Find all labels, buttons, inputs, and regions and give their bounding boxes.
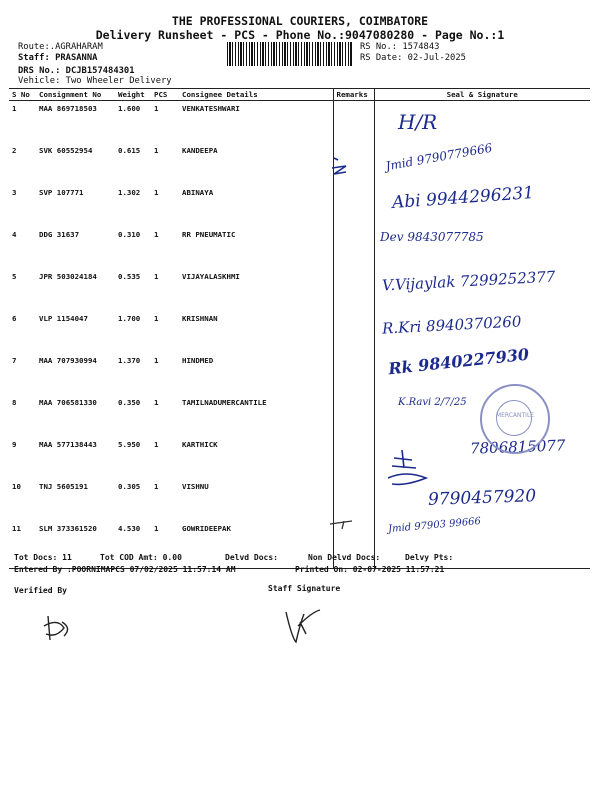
table-row <box>9 227 590 269</box>
sno: 1 <box>12 104 17 113</box>
pcs: 1 <box>154 146 159 155</box>
remark-mark-icon <box>328 518 354 530</box>
consignment-no: JPR 503024184 <box>39 272 97 281</box>
consignee: TAMILNADUMERCANTILE <box>182 398 267 407</box>
sno: 9 <box>12 440 17 449</box>
pcs: 1 <box>154 230 159 239</box>
col-sno: S No <box>9 89 36 101</box>
weight: 5.950 <box>118 440 141 449</box>
consignee: KRISHNAN <box>182 314 218 323</box>
consignment-no: DDG 31637 <box>39 230 80 239</box>
barcode <box>227 42 353 66</box>
drs-number: DRS No.: DCJB157484301 <box>18 66 135 76</box>
table-row <box>9 521 590 569</box>
table-row <box>9 143 590 185</box>
col-signature: Seal & Signature <box>374 89 590 101</box>
remarks-cell <box>333 311 374 353</box>
pcs: 1 <box>154 356 159 365</box>
rs-number: RS No.: 1574843 <box>360 42 440 52</box>
scribble-icon <box>386 468 434 490</box>
consignment-no: SVP 107771 <box>39 188 84 197</box>
printed-on: Printed On: 02-07-2025 11:57:21 <box>295 565 445 574</box>
remarks-cell <box>333 437 374 479</box>
table-header-row <box>9 89 590 101</box>
consignee: VENKATESHWARI <box>182 104 240 113</box>
pcs: 1 <box>154 272 159 281</box>
consignee: ABINAYA <box>182 188 214 197</box>
consignment-no: TNJ 5605191 <box>39 482 88 491</box>
weight: 1.600 <box>118 104 141 113</box>
consignee: HINDMED <box>182 356 214 365</box>
consignment-no: SVK 60552954 <box>39 146 93 155</box>
company-title: THE PROFESSIONAL COURIERS, COIMBATORE <box>171 14 429 28</box>
handwritten-signature: Abi 9944296231 <box>391 183 535 213</box>
consignment-no: VLP 1154047 <box>39 314 88 323</box>
remark-mark-icon <box>330 150 350 178</box>
sno: 3 <box>12 188 17 197</box>
weight: 1.370 <box>118 356 141 365</box>
consignee: VISHNU <box>182 482 209 491</box>
verifier-signature-icon <box>42 612 76 644</box>
col-consignment: Consignment No <box>36 89 115 101</box>
consignment-no: SLM 373361520 <box>36 521 115 569</box>
pcs: 1 <box>151 521 179 569</box>
remarks-cell <box>333 395 374 437</box>
consignee: RR PNEUMATIC <box>182 230 236 239</box>
handwritten-signature: 9790457920 <box>427 486 537 510</box>
weight: 1.302 <box>118 188 141 197</box>
col-weight: Weight <box>115 89 151 101</box>
consignment-no: MAA 707930994 <box>39 356 97 365</box>
handwritten-signature: H/R <box>398 110 438 134</box>
consignment-no: MAA 869718503 <box>39 104 97 113</box>
staff-signature-icon <box>282 604 326 648</box>
sno: 5 <box>12 272 17 281</box>
sno: 10 <box>12 482 21 491</box>
sno: 2 <box>12 146 17 155</box>
consignee: VIJAYALASKHMI <box>182 272 240 281</box>
col-pcs: PCS <box>151 89 179 101</box>
pcs: 1 <box>154 440 159 449</box>
consignee: KANDEEPA <box>182 146 218 155</box>
total-cod-amount: Tot COD Amt: 0.00 <box>100 553 182 562</box>
route-label: Route:.AGRAHARAM <box>18 42 103 52</box>
handwritten-signature: Dev 9843077785 <box>380 230 484 244</box>
remarks-cell <box>333 269 374 311</box>
pcs: 1 <box>154 314 159 323</box>
company-seal: MERCANTILE <box>480 384 550 454</box>
vehicle-label: Vehicle: Two Wheeler Delivery <box>18 76 172 86</box>
consignee: KARTHICK <box>182 440 218 449</box>
remarks-cell <box>333 227 374 269</box>
weight: 0.305 <box>118 482 141 491</box>
consignment-no: MAA 706581330 <box>39 398 97 407</box>
handwritten-signature: Rk 9840227930 <box>387 344 530 379</box>
weight: 0.350 <box>118 398 141 407</box>
non-delivered-docs: Non Delvd Docs: <box>308 553 381 562</box>
pcs: 1 <box>154 188 159 197</box>
rs-date: RS Date: 02-Jul-2025 <box>360 53 466 63</box>
runsheet-subtitle: Delivery Runsheet - PCS - Phone No.:9047080280 - Page No.:1 <box>95 28 505 42</box>
weight: 0.535 <box>118 272 141 281</box>
consignment-no: MAA 577138443 <box>39 440 97 449</box>
delivery-points: Delvy Pts: <box>405 553 454 562</box>
sno: 6 <box>12 314 17 323</box>
handwritten-signature: Jmid 9790779666 <box>384 140 494 174</box>
total-docs: Tot Docs: 11 <box>14 553 72 562</box>
pcs: 1 <box>154 104 159 113</box>
remarks-cell <box>333 353 374 395</box>
sno: 4 <box>12 230 17 239</box>
sno: 11 <box>9 521 36 569</box>
remarks-cell <box>333 479 374 521</box>
entered-by: Entered By :POORNIMAPCS 07/02/2025 11:57:14 AM <box>14 565 236 574</box>
col-remarks: Remarks <box>333 89 374 101</box>
table-row <box>9 101 590 144</box>
weight: 0.615 <box>118 146 141 155</box>
handwritten-signature: K.Ravi 2/7/25 <box>398 397 467 408</box>
staff-signature-label: Staff Signature <box>268 584 341 593</box>
handwritten-signature: V.Vijaylak 7299252377 <box>381 267 556 295</box>
delivered-docs: Delvd Docs: <box>225 553 278 562</box>
pcs: 1 <box>154 482 159 491</box>
sno: 8 <box>12 398 17 407</box>
sno: 7 <box>12 356 17 365</box>
handwritten-signature: Jmid 97903 99666 <box>387 515 482 536</box>
col-consignee: Consignee Details <box>179 89 333 101</box>
remarks-cell <box>333 185 374 227</box>
handwritten-signature: 7806815077 <box>469 436 566 458</box>
pcs: 1 <box>154 398 159 407</box>
remarks-cell <box>333 101 374 144</box>
consignee: GOWRIDEEPAK <box>179 521 333 569</box>
weight: 0.310 <box>118 230 141 239</box>
weight: 4.530 <box>115 521 151 569</box>
staff-label: Staff: PRASANNA <box>18 53 98 63</box>
verified-by-label: Verified By <box>14 586 67 595</box>
weight: 1.700 <box>118 314 141 323</box>
handwritten-signature: R.Kri 8940370260 <box>381 312 522 338</box>
